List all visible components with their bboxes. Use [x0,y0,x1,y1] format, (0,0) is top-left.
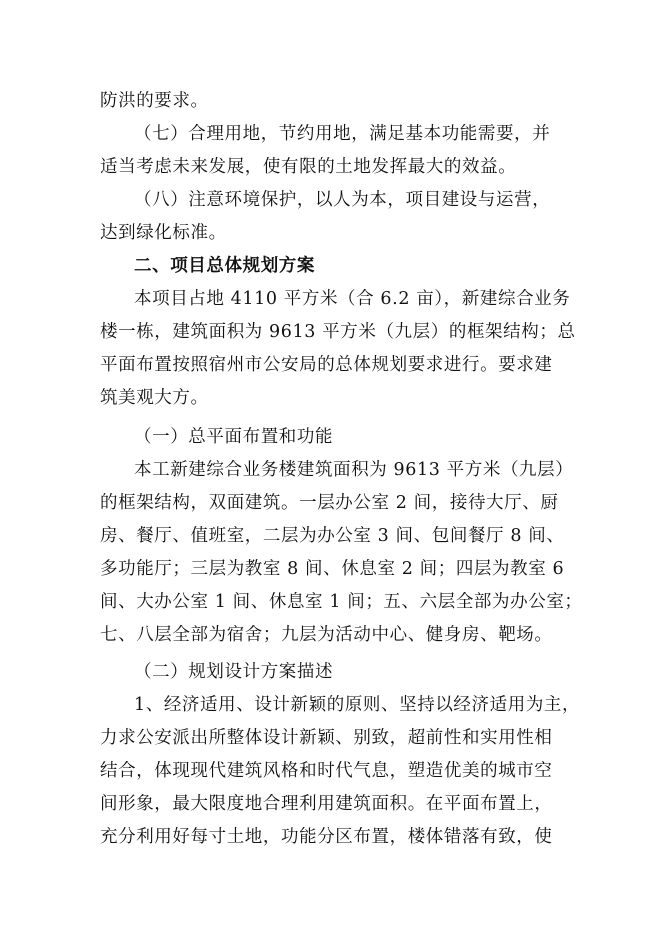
text-line: 的框架结构，双面建筑。一层办公室 2 间，接待大厅、厨 [100,493,559,513]
text-line: 本工新建综合业务楼建筑面积为 9613 平方米（九层） [134,460,574,480]
text-line: 本项目占地 4110 平方米（合 6.2 亩），新建综合业务 [134,289,571,309]
text-line: 平面布置按照宿州市公安局的总体规划要求进行。要求建 [100,355,553,375]
subsection-heading: （一）总平面布置和功能 [134,427,334,447]
text-line: 1、经济适用、设计新颖的原则、坚持以经济适用为主， [134,695,581,715]
section-heading: 二、项目总体规划方案 [134,256,315,276]
text-line: 筑美观大方。 [100,388,209,408]
text-line: 适当考虑未来发展，使有限的土地发挥最大的效益。 [100,157,517,177]
text-line: 多功能厅；三层为教室 8 间、休息室 2 间；四层为教室 6 [100,559,565,579]
text-line: （七）合理用地，节约用地，满足基本功能需要，并 [134,124,551,144]
text-line: 充分利用好每寸土地，功能分区布置，楼体错落有致，使 [100,827,553,847]
text-line: 间、大办公室 1 间、休息室 1 间；五、六层全部为办公室； [100,592,583,612]
subsection-heading: （二）规划设计方案描述 [134,662,334,682]
text-line: 力求公安派出所整体设计新颖、别致，超前性和实用性相 [100,728,553,748]
text-line: 达到绿化标准。 [100,223,227,243]
text-line: 楼一栋，建筑面积为 9613 平方米（九层）的框架结构；总 [100,322,576,342]
text-line: 结合，体现现代建筑风格和时代气息，塑造优美的城市空 [100,761,553,781]
text-line: （八）注意环境保护，以人为本，项目建设与运营， [134,190,551,210]
text-line: 七、八层全部为宿舍；九层为活动中心、健身房、靶场。 [100,625,553,645]
text-line: 房、餐厅、值班室，二层为办公室 3 间、包间餐厅 8 间、 [100,526,565,546]
text-line: 防洪的要求。 [100,91,209,111]
text-line: 间形象，最大限度地合理利用建筑面积。在平面布置上， [100,794,553,814]
